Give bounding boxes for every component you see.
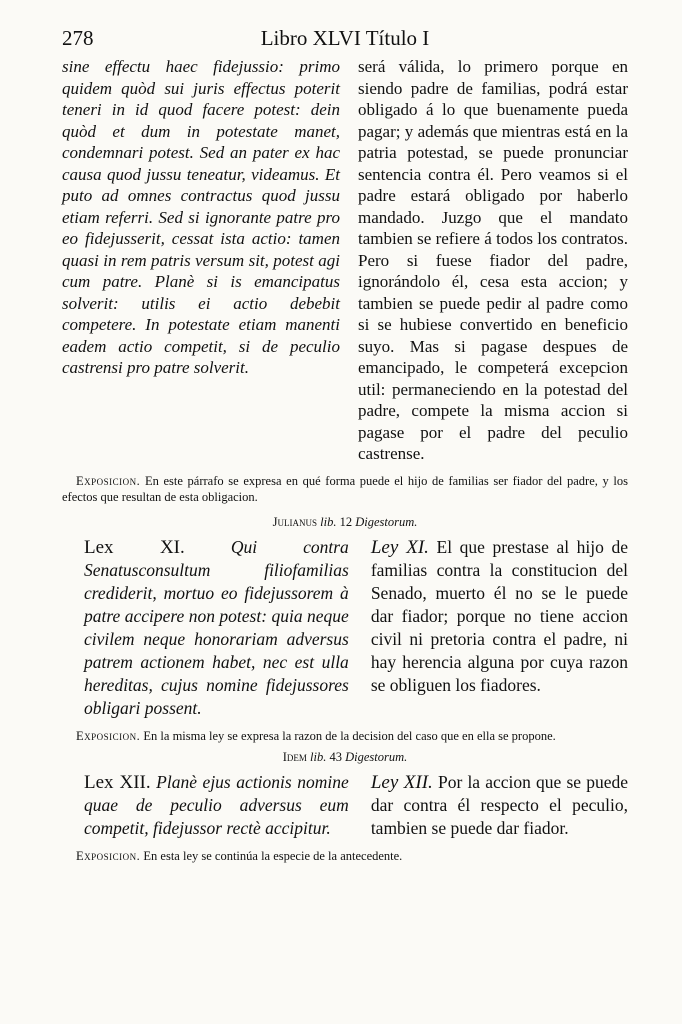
- spanish-body: El que prestase al hijo de familias contra la constitucion del Senado, muerto él no se le puede dar fiador; porque no tiene accion civil ni pretoria contra el padre, ni hay herencia alguna por cuya razon se obliguen los fiadores.: [370, 536, 628, 695]
- source-citation: [62, 750, 628, 765]
- exposicion-text: En la misma ley se expresa la razon de la decision del caso que en ella se propone.: [143, 728, 556, 743]
- ley-label: Ley XI.: [370, 536, 429, 558]
- source-title: Digestorum.: [355, 514, 418, 529]
- paragraph-block-continued: [62, 56, 628, 465]
- lex-xii-block: [62, 771, 628, 840]
- spanish-body: Por la accion que se puede dar contra él respecto el peculio, tambien se puede dar fiador.: [370, 771, 629, 838]
- source-number: 43: [329, 749, 342, 764]
- source-book: lib.: [320, 514, 337, 529]
- source-book: lib.: [310, 749, 327, 764]
- exposicion-text: En esta ley se continúa la especie de la antecedente.: [143, 848, 403, 863]
- ley-label: Ley XII.: [370, 771, 433, 793]
- source-number: 12: [339, 514, 353, 529]
- exposicion-note: [62, 473, 628, 505]
- latin-text: [62, 771, 349, 840]
- source-citation: [62, 515, 628, 530]
- spanish-translation: será válida, lo primero porque en siendo padre de familias, podrá estar obligado á lo que buenamente pueda pagar; y además que mientras está en la patria potestad, se puede pronunciar sentencia contra él. Pero veamos si el padre estará obligado por haberlo mandado. Juzgo que el mandato tambien se refiere á todos los contratos. Pero si fuese fiador del padre, ignorándolo él, cesa esta accion; y tambien se puede pedir al padre como si se hubiese convertido en beneficio suyo. Mas si pagase despues de emancipado, le competerá excepcion util: permaneciendo en la potestad del padre, compete la misma accion si pagase por el padre del peculio castrense.: [358, 57, 628, 463]
- source-author: Julianus: [272, 514, 317, 529]
- source-author: Idem: [282, 749, 307, 764]
- spanish-translation: [349, 771, 628, 840]
- exposicion-note: [62, 848, 628, 864]
- lex-xi-block: [62, 536, 628, 720]
- exposicion-note: [62, 728, 628, 744]
- latin-body: Qui contra Senatusconsultum filiofamilias crediderit, mortuo eo fidejussorem à patre accipere non potest: quia neque civilem neque honorariam adversus patrem actionem habet, nec est ulla hereditas, cujus nomine fidejussores obligari possent.: [84, 536, 349, 718]
- source-title: Digestorum.: [345, 749, 408, 764]
- latin-text: sine effectu haec fidejussio: primo quidem quòd sui juris effectus poterit teneri in id quod facere potest: dein quòd et dum in potestate manet, condemnari potest. Sed an pater ex hac causa quod jussu teneatur, videamus. Et puto ad omnes contractus quod jussu etiam referri. Sed si ignorante patre pro eo fidejusserit, cessat ista actio: tamen quasi in rem patris versum sit, potest agi cum patre. Planè si is emancipatus solverit: utilis ei actio debebit competere. In potestate etiam manenti eadem actio competit, si de peculio castrensi pro patre solverit.: [62, 57, 340, 377]
- latin-text: [62, 536, 349, 720]
- lex-label: Lex XI.: [84, 536, 185, 558]
- exposicion-text: En este párrafo se expresa en qué forma puede el hijo de familias ser fiador del padre, y los efectos que resultan de esta obligacion.: [62, 473, 628, 504]
- page-header: [62, 26, 628, 56]
- page-number: 278: [62, 26, 94, 50]
- exposicion-label: Exposicion.: [76, 473, 141, 488]
- running-title: Libro XLVI Título I: [260, 26, 430, 50]
- book-page: [62, 26, 628, 864]
- spanish-translation: [349, 536, 628, 720]
- exposicion-label: Exposicion.: [76, 848, 141, 863]
- lex-label: Lex XII.: [84, 771, 151, 793]
- exposicion-label: Exposicion.: [76, 728, 141, 743]
- latin-body: Planè ejus actionis nomine quae de peculio adversus eum competit, fidejussor rectè accipitur.: [84, 771, 349, 838]
